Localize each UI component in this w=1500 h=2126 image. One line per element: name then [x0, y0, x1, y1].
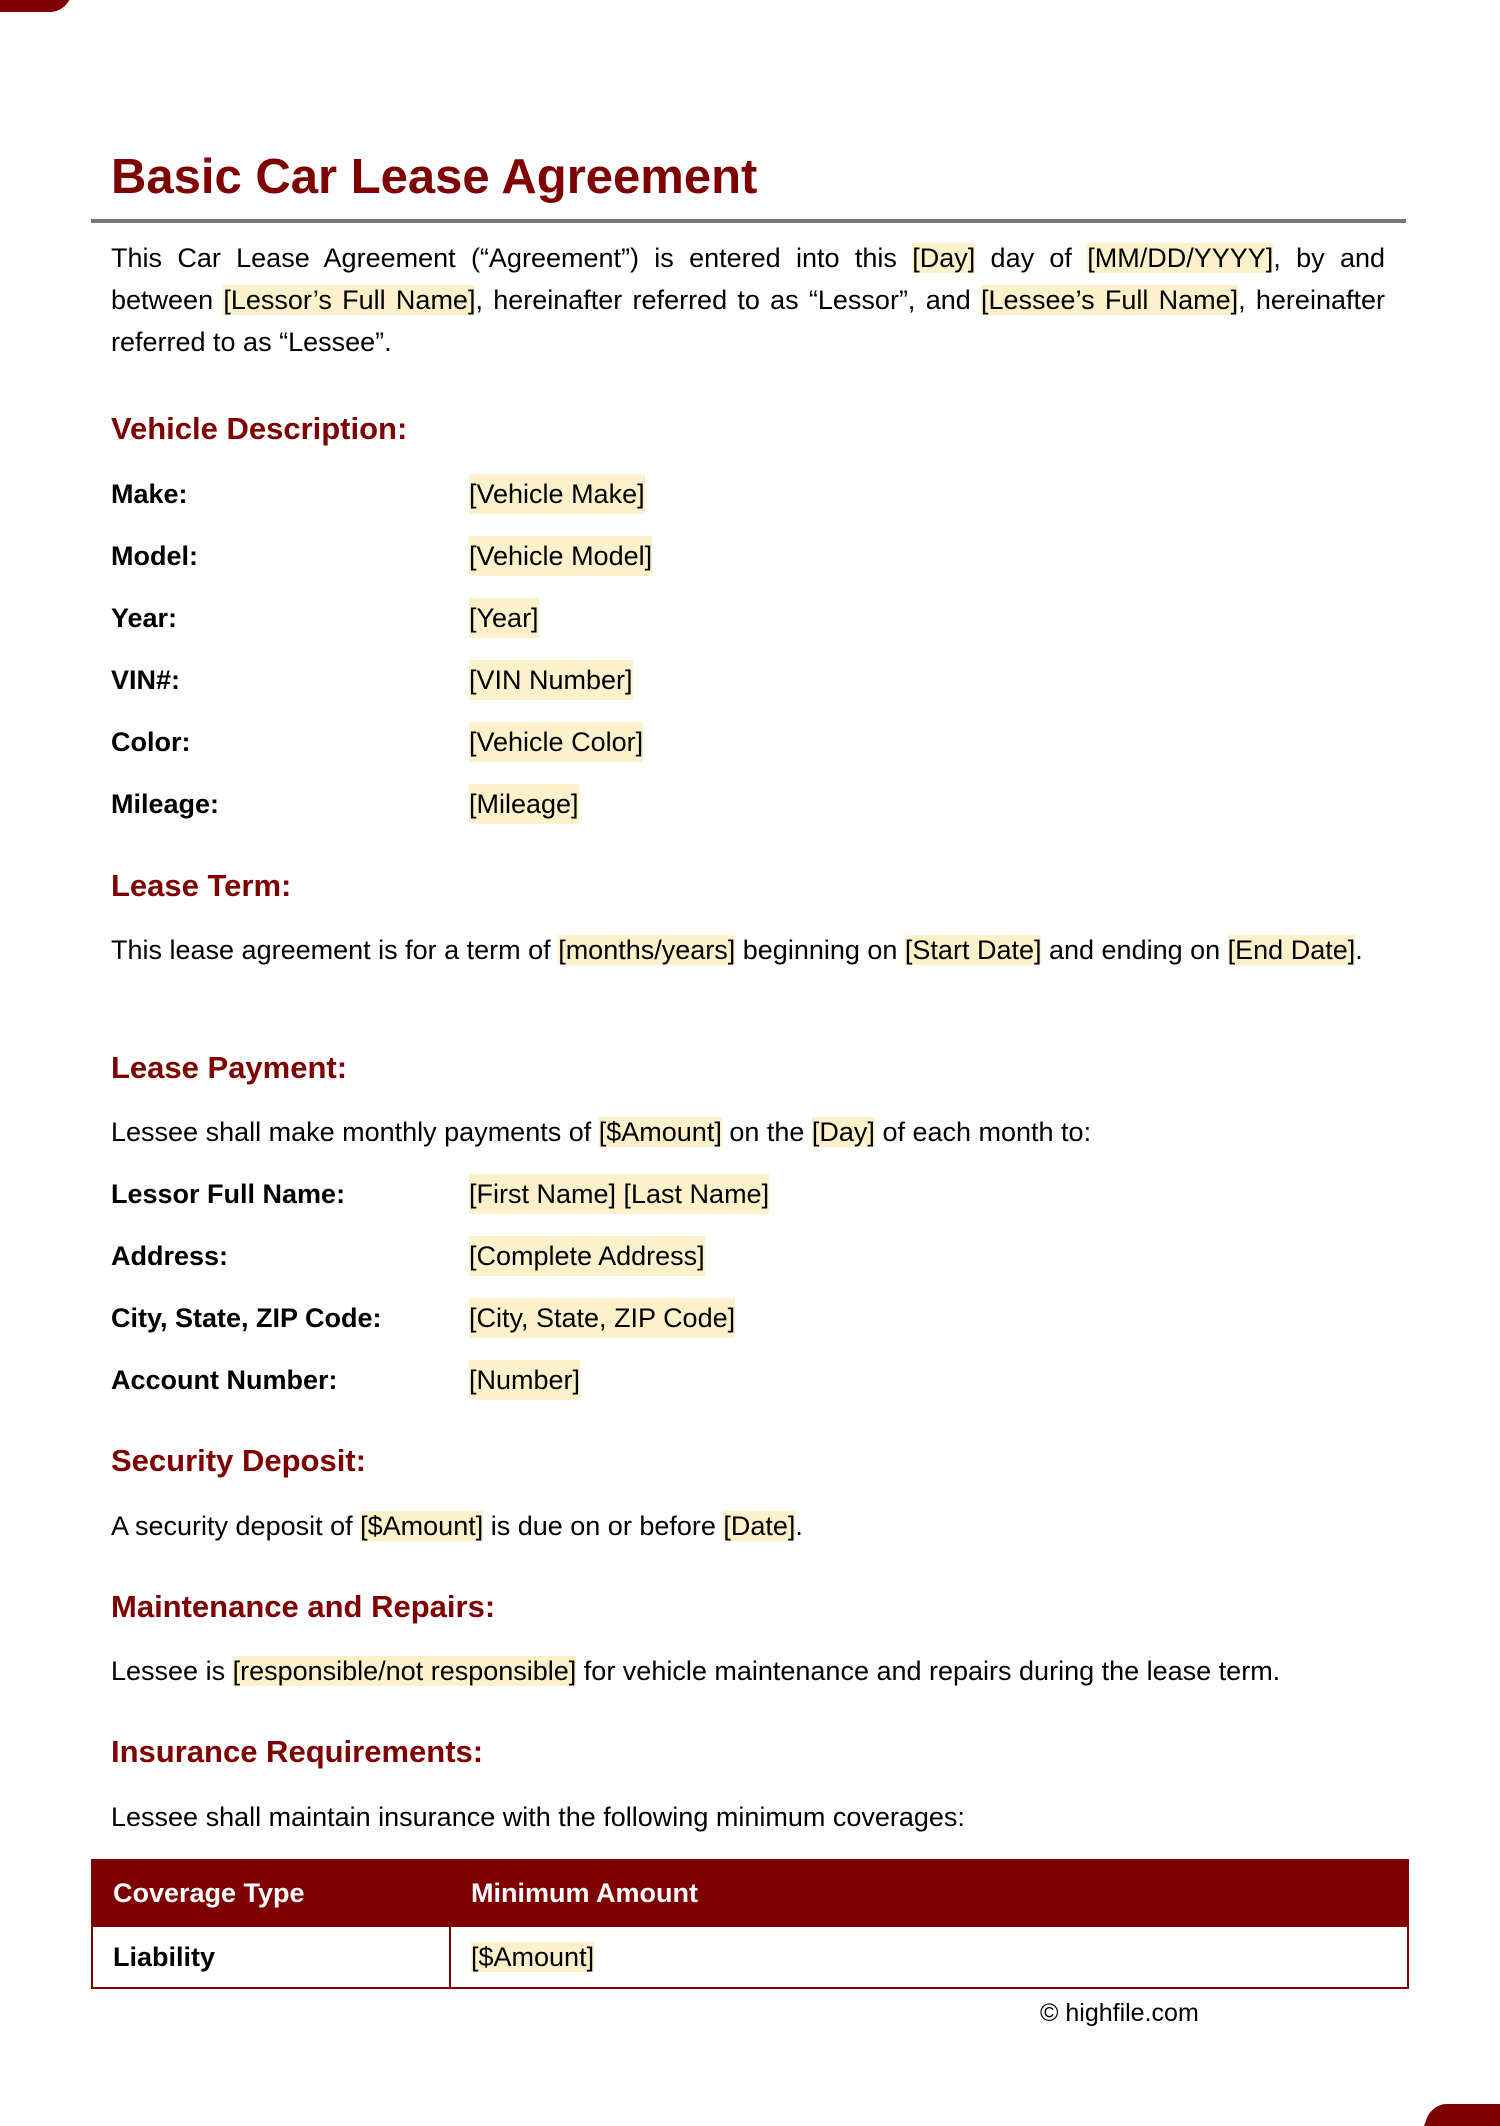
field-label: VIN#:	[111, 665, 181, 695]
corner-decoration-top	[0, 0, 71, 12]
deposit-text: A security deposit of	[111, 1511, 361, 1541]
section-heading-maintenance: Maintenance and Repairs:	[111, 1589, 496, 1624]
intro-text: , by and between	[111, 243, 1385, 315]
intro-text: , hereinafter referred to as “Lessee”.	[111, 285, 1385, 357]
placeholder-term[interactable]: [months/years]	[558, 935, 736, 965]
placeholder-start-date[interactable]: [Start Date]	[904, 935, 1042, 965]
lease-payment-text: Lessee shall make monthly payments of	[111, 1117, 599, 1147]
lease-payment-text: on the	[721, 1117, 812, 1147]
placeholder-address[interactable]: [Complete Address]	[469, 1236, 705, 1276]
section-heading-lease-payment: Lease Payment:	[111, 1050, 348, 1085]
placeholder-vehicle-make[interactable]: [Vehicle Make]	[469, 474, 645, 514]
placeholder-responsibility[interactable]: [responsible/not responsible]	[232, 1656, 577, 1686]
lease-term-text: beginning on	[735, 935, 905, 965]
placeholder-vehicle-color[interactable]: [Vehicle Color]	[469, 722, 643, 762]
section-heading-lease-term: Lease Term:	[111, 868, 292, 903]
field-label: Color:	[111, 727, 191, 757]
field-row-city-state-zip	[111, 1298, 1385, 1338]
deposit-text: .	[795, 1511, 803, 1541]
placeholder-deposit-amount[interactable]: [$Amount]	[360, 1511, 484, 1541]
field-row-account-number	[111, 1360, 1385, 1400]
title-divider	[91, 219, 1406, 223]
field-label: Lessor Full Name:	[111, 1179, 346, 1209]
lease-term-text: This lease agreement is for a term of	[111, 935, 559, 965]
placeholder-mileage[interactable]: [Mileage]	[469, 784, 579, 824]
deposit-text: is due on or before	[483, 1511, 724, 1541]
placeholder-day[interactable]: [Day]	[912, 243, 976, 273]
field-row-color	[111, 722, 1385, 762]
placeholder-year[interactable]: [Year]	[469, 598, 539, 638]
footer-copyright: © highfile.com	[1040, 1999, 1199, 2027]
field-row-year	[111, 598, 1385, 638]
field-label: Year:	[111, 603, 178, 633]
section-heading-insurance: Insurance Requirements:	[111, 1734, 484, 1769]
maintenance-text: for vehicle maintenance and repairs during the lease term.	[576, 1656, 1281, 1686]
placeholder-payment-day[interactable]: [Day]	[811, 1117, 875, 1147]
insurance-table	[91, 1859, 1409, 1989]
corner-decoration-bottom	[1424, 2104, 1500, 2126]
placeholder-lessor-name[interactable]: [Lessor’s Full Name]	[223, 285, 476, 315]
field-row-vin	[111, 660, 1385, 700]
intro-text: This Car Lease Agreement (“Agreement”) is entered into this	[111, 243, 913, 273]
placeholder-city-state-zip[interactable]: [City, State, ZIP Code]	[469, 1298, 735, 1338]
placeholder-payment-amount[interactable]: [$Amount]	[598, 1117, 722, 1147]
table-cell-minimum-amount	[450, 1926, 1408, 1988]
field-row-mileage	[111, 784, 1385, 824]
field-label: Account Number:	[111, 1365, 338, 1395]
placeholder-liability-amount[interactable]: [$Amount]	[471, 1941, 595, 1972]
field-label: Address:	[111, 1241, 229, 1271]
page-title: Basic Car Lease Agreement	[111, 150, 758, 204]
intro-text: day of	[975, 243, 1088, 273]
placeholder-end-date[interactable]: [End Date]	[1227, 935, 1356, 965]
field-row-model	[111, 536, 1385, 576]
table-row	[92, 1926, 1408, 1988]
table-cell-coverage-type: Liability	[92, 1926, 450, 1988]
lease-payment-paragraph	[111, 1111, 1385, 1153]
security-deposit-paragraph	[111, 1505, 1385, 1547]
lease-payment-text: of each month to:	[874, 1117, 1092, 1147]
lease-term-text: and ending on	[1041, 935, 1228, 965]
placeholder-date[interactable]: [MM/DD/YYYY]	[1087, 243, 1274, 273]
section-heading-vehicle: Vehicle Description:	[111, 411, 408, 446]
maintenance-text: Lessee is	[111, 1656, 233, 1686]
placeholder-vehicle-model[interactable]: [Vehicle Model]	[469, 536, 652, 576]
table-header-cell: Coverage Type	[92, 1860, 450, 1926]
field-label: City, State, ZIP Code:	[111, 1303, 382, 1333]
insurance-paragraph: Lessee shall maintain insurance with the following minimum coverages:	[111, 1802, 965, 1832]
placeholder-account-number[interactable]: [Number]	[469, 1360, 580, 1400]
field-label: Make:	[111, 479, 188, 509]
placeholder-lessee-name[interactable]: [Lessee’s Full Name]	[981, 285, 1239, 315]
placeholder-vin[interactable]: [VIN Number]	[469, 660, 633, 700]
table-header-row	[92, 1860, 1408, 1926]
intro-text: , hereinafter referred to as “Lessor”, and	[475, 285, 981, 315]
intro-paragraph	[111, 237, 1385, 363]
field-label: Mileage:	[111, 789, 220, 819]
field-row-lessor-name	[111, 1174, 1385, 1214]
lease-term-text: .	[1355, 935, 1363, 965]
placeholder-lessor-full-name[interactable]: [First Name] [Last Name]	[469, 1174, 769, 1214]
field-label: Model:	[111, 541, 198, 571]
field-row-make	[111, 474, 1385, 514]
placeholder-deposit-date[interactable]: [Date]	[723, 1511, 796, 1541]
field-row-address	[111, 1236, 1385, 1276]
maintenance-paragraph	[111, 1650, 1385, 1692]
section-heading-security-deposit: Security Deposit:	[111, 1443, 366, 1478]
lease-term-paragraph	[111, 929, 1385, 971]
table-header-cell: Minimum Amount	[450, 1860, 1408, 1926]
